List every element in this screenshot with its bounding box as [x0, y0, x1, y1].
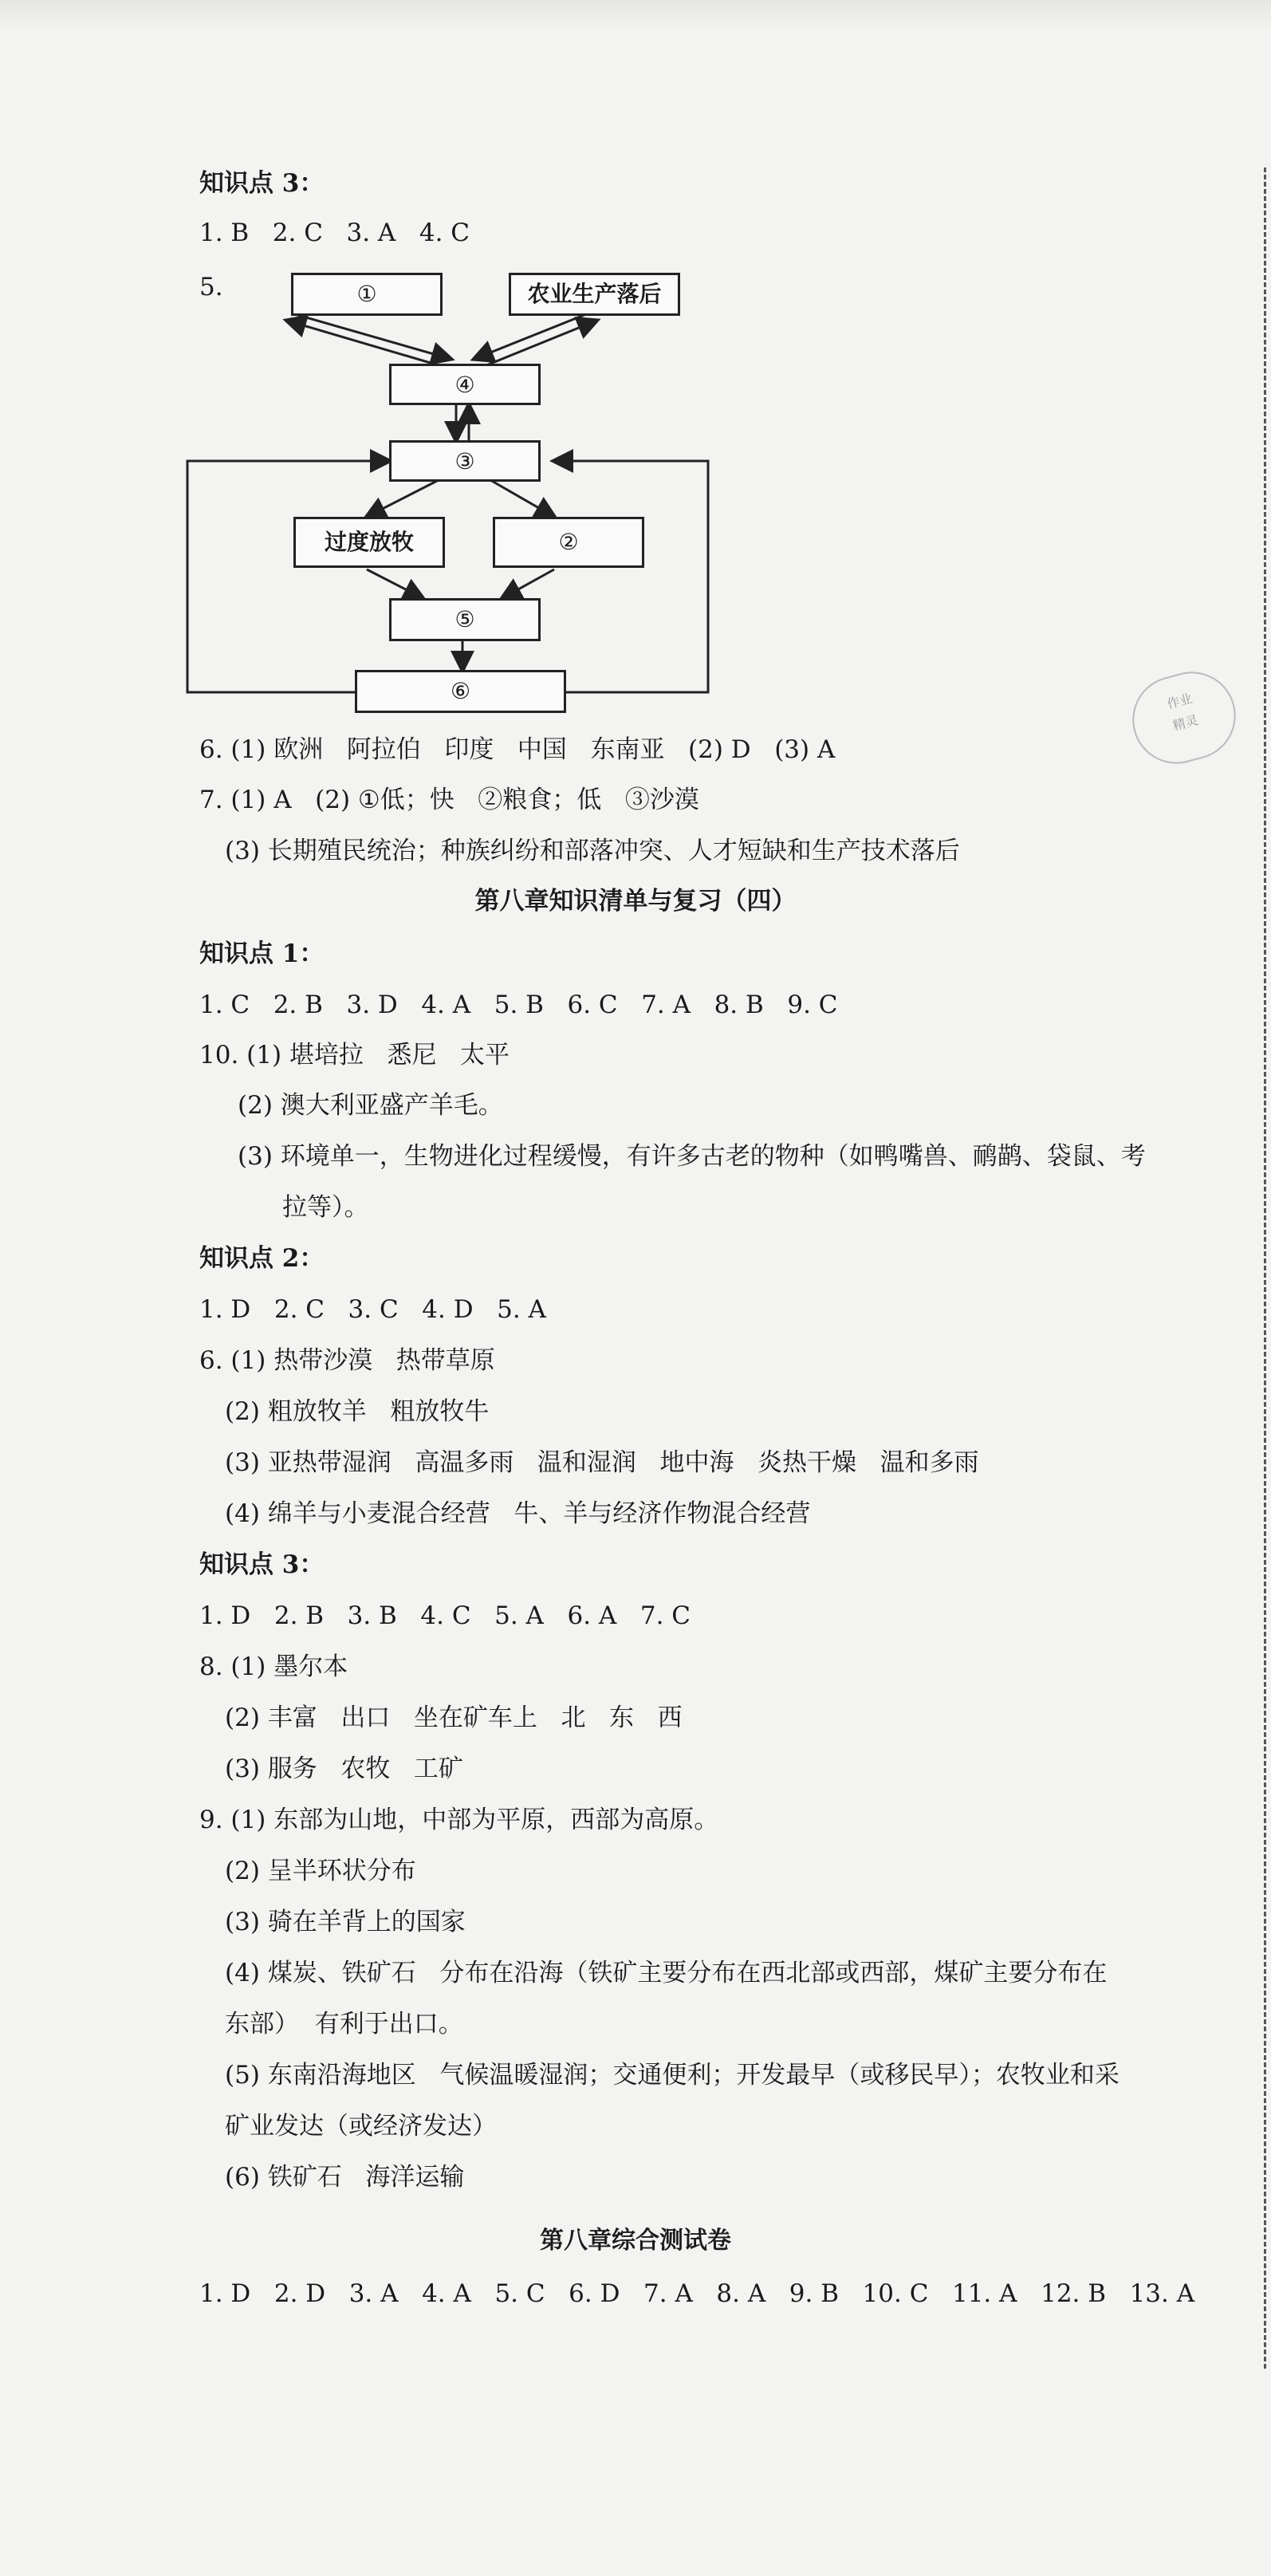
answer-line: 10. (1) 堪培拉 悉尼 太平 — [199, 1041, 510, 1069]
answer-line: (3) 环境单一，生物进化过程缓慢，有许多古老的物种（如鸭嘴兽、鸸鹋、袋鼠、考 — [238, 1142, 1146, 1171]
answer-line: 1. B 2. C 3. A 4. C — [199, 219, 470, 247]
answer-line: (3) 服务 农牧 工矿 — [225, 1755, 463, 1783]
answer-line: 9. (1) 东部为山地，中部为平原，西部为高原。 — [199, 1806, 719, 1834]
diagram-box-3: ③ — [389, 440, 541, 482]
answer-line: 8. (1) 墨尔本 — [199, 1652, 348, 1681]
kp3-heading-b: 知识点 3： — [199, 1550, 325, 1579]
answer-line: (3) 长期殖民统治；种族纠纷和部落冲突、人才短缺和生产技术落后 — [225, 837, 960, 865]
answer-line: 东部） 有利于出口。 — [225, 2010, 463, 2038]
answer-line: 矿业发达（或经济发达） — [225, 2112, 497, 2141]
chapter8-test-heading: 第八章综合测试卷 — [540, 2227, 731, 2255]
answer-line: (2) 呈半环状分布 — [225, 1857, 416, 1885]
answer-line: 6. (1) 欧洲 阿拉伯 印度 中国 东南亚 (2) D (3) A — [199, 735, 836, 764]
answer-line: 1. D 2. C 3. C 4. D 5. A — [199, 1295, 546, 1324]
stamp-text: 作业 — [1165, 690, 1194, 712]
diagram-box-1: ① — [291, 273, 443, 316]
answer-line: 1. D 2. B 3. B 4. C 5. A 6. A 7. C — [199, 1601, 691, 1630]
diagram-box-overgrazing: 过度放牧 — [293, 517, 445, 568]
diagram-box-agriculture: 农业生产落后 — [509, 273, 680, 316]
answer-line: (2) 澳大利亚盛产羊毛。 — [238, 1091, 503, 1120]
answer-line: (2) 丰富 出口 坐在矿车上 北 东 西 — [225, 1704, 683, 1732]
watermark-stamp — [1123, 662, 1245, 774]
q5-label: 5. — [199, 273, 223, 301]
kp1-heading: 知识点 1： — [199, 939, 325, 968]
kp3-heading-a: 知识点 3： — [199, 169, 325, 198]
diagram-box-6: ⑥ — [355, 670, 566, 713]
answer-line: (6) 铁矿石 海洋运输 — [225, 2163, 465, 2192]
chapter8-review-heading: 第八章知识清单与复习（四） — [474, 887, 797, 916]
answer-line: 7. (1) A (2) ①低；快 ②粮食；低 ③沙漠 — [199, 786, 699, 814]
answer-line: (5) 东南沿海地区 气候温暖湿润；交通便利；开发最早（或移民早）；农牧业和采 — [225, 2061, 1120, 2090]
diagram-box-2: ② — [493, 517, 644, 568]
diagram-box-4: ④ — [389, 364, 541, 405]
answer-line: 6. (1) 热带沙漠 热带草原 — [199, 1346, 495, 1375]
flow-diagram — [175, 263, 734, 710]
diagram-arrows — [175, 263, 734, 710]
diagram-box-5: ⑤ — [389, 598, 541, 641]
answer-line: 1. C 2. B 3. D 4. A 5. B 6. C 7. A 8. B 9. C — [199, 991, 838, 1019]
cut-line — [1264, 167, 1266, 2369]
answer-line: (4) 绵羊与小麦混合经营 牛、羊与经济作物混合经营 — [225, 1499, 811, 1528]
top-scan-strip — [0, 0, 1271, 32]
stamp-text: 精灵 — [1171, 711, 1200, 734]
answer-line: (3) 亚热带湿润 高温多雨 温和湿润 地中海 炎热干燥 温和多雨 — [225, 1448, 979, 1477]
answer-line: (4) 煤炭、铁矿石 分布在沿海（铁矿主要分布在西北部或西部，煤矿主要分布在 — [225, 1959, 1108, 1987]
answer-line: (3) 骑在羊背上的国家 — [225, 1908, 466, 1936]
answer-line: 拉等）。 — [282, 1193, 369, 1222]
answer-line: 1. D 2. D 3. A 4. A 5. C 6. D 7. A 8. A 9. B 10. C 11. A 12. B 13. A — [199, 2279, 1195, 2308]
answer-line: (2) 粗放牧羊 粗放牧牛 — [225, 1397, 490, 1426]
kp2-heading: 知识点 2： — [199, 1244, 325, 1273]
